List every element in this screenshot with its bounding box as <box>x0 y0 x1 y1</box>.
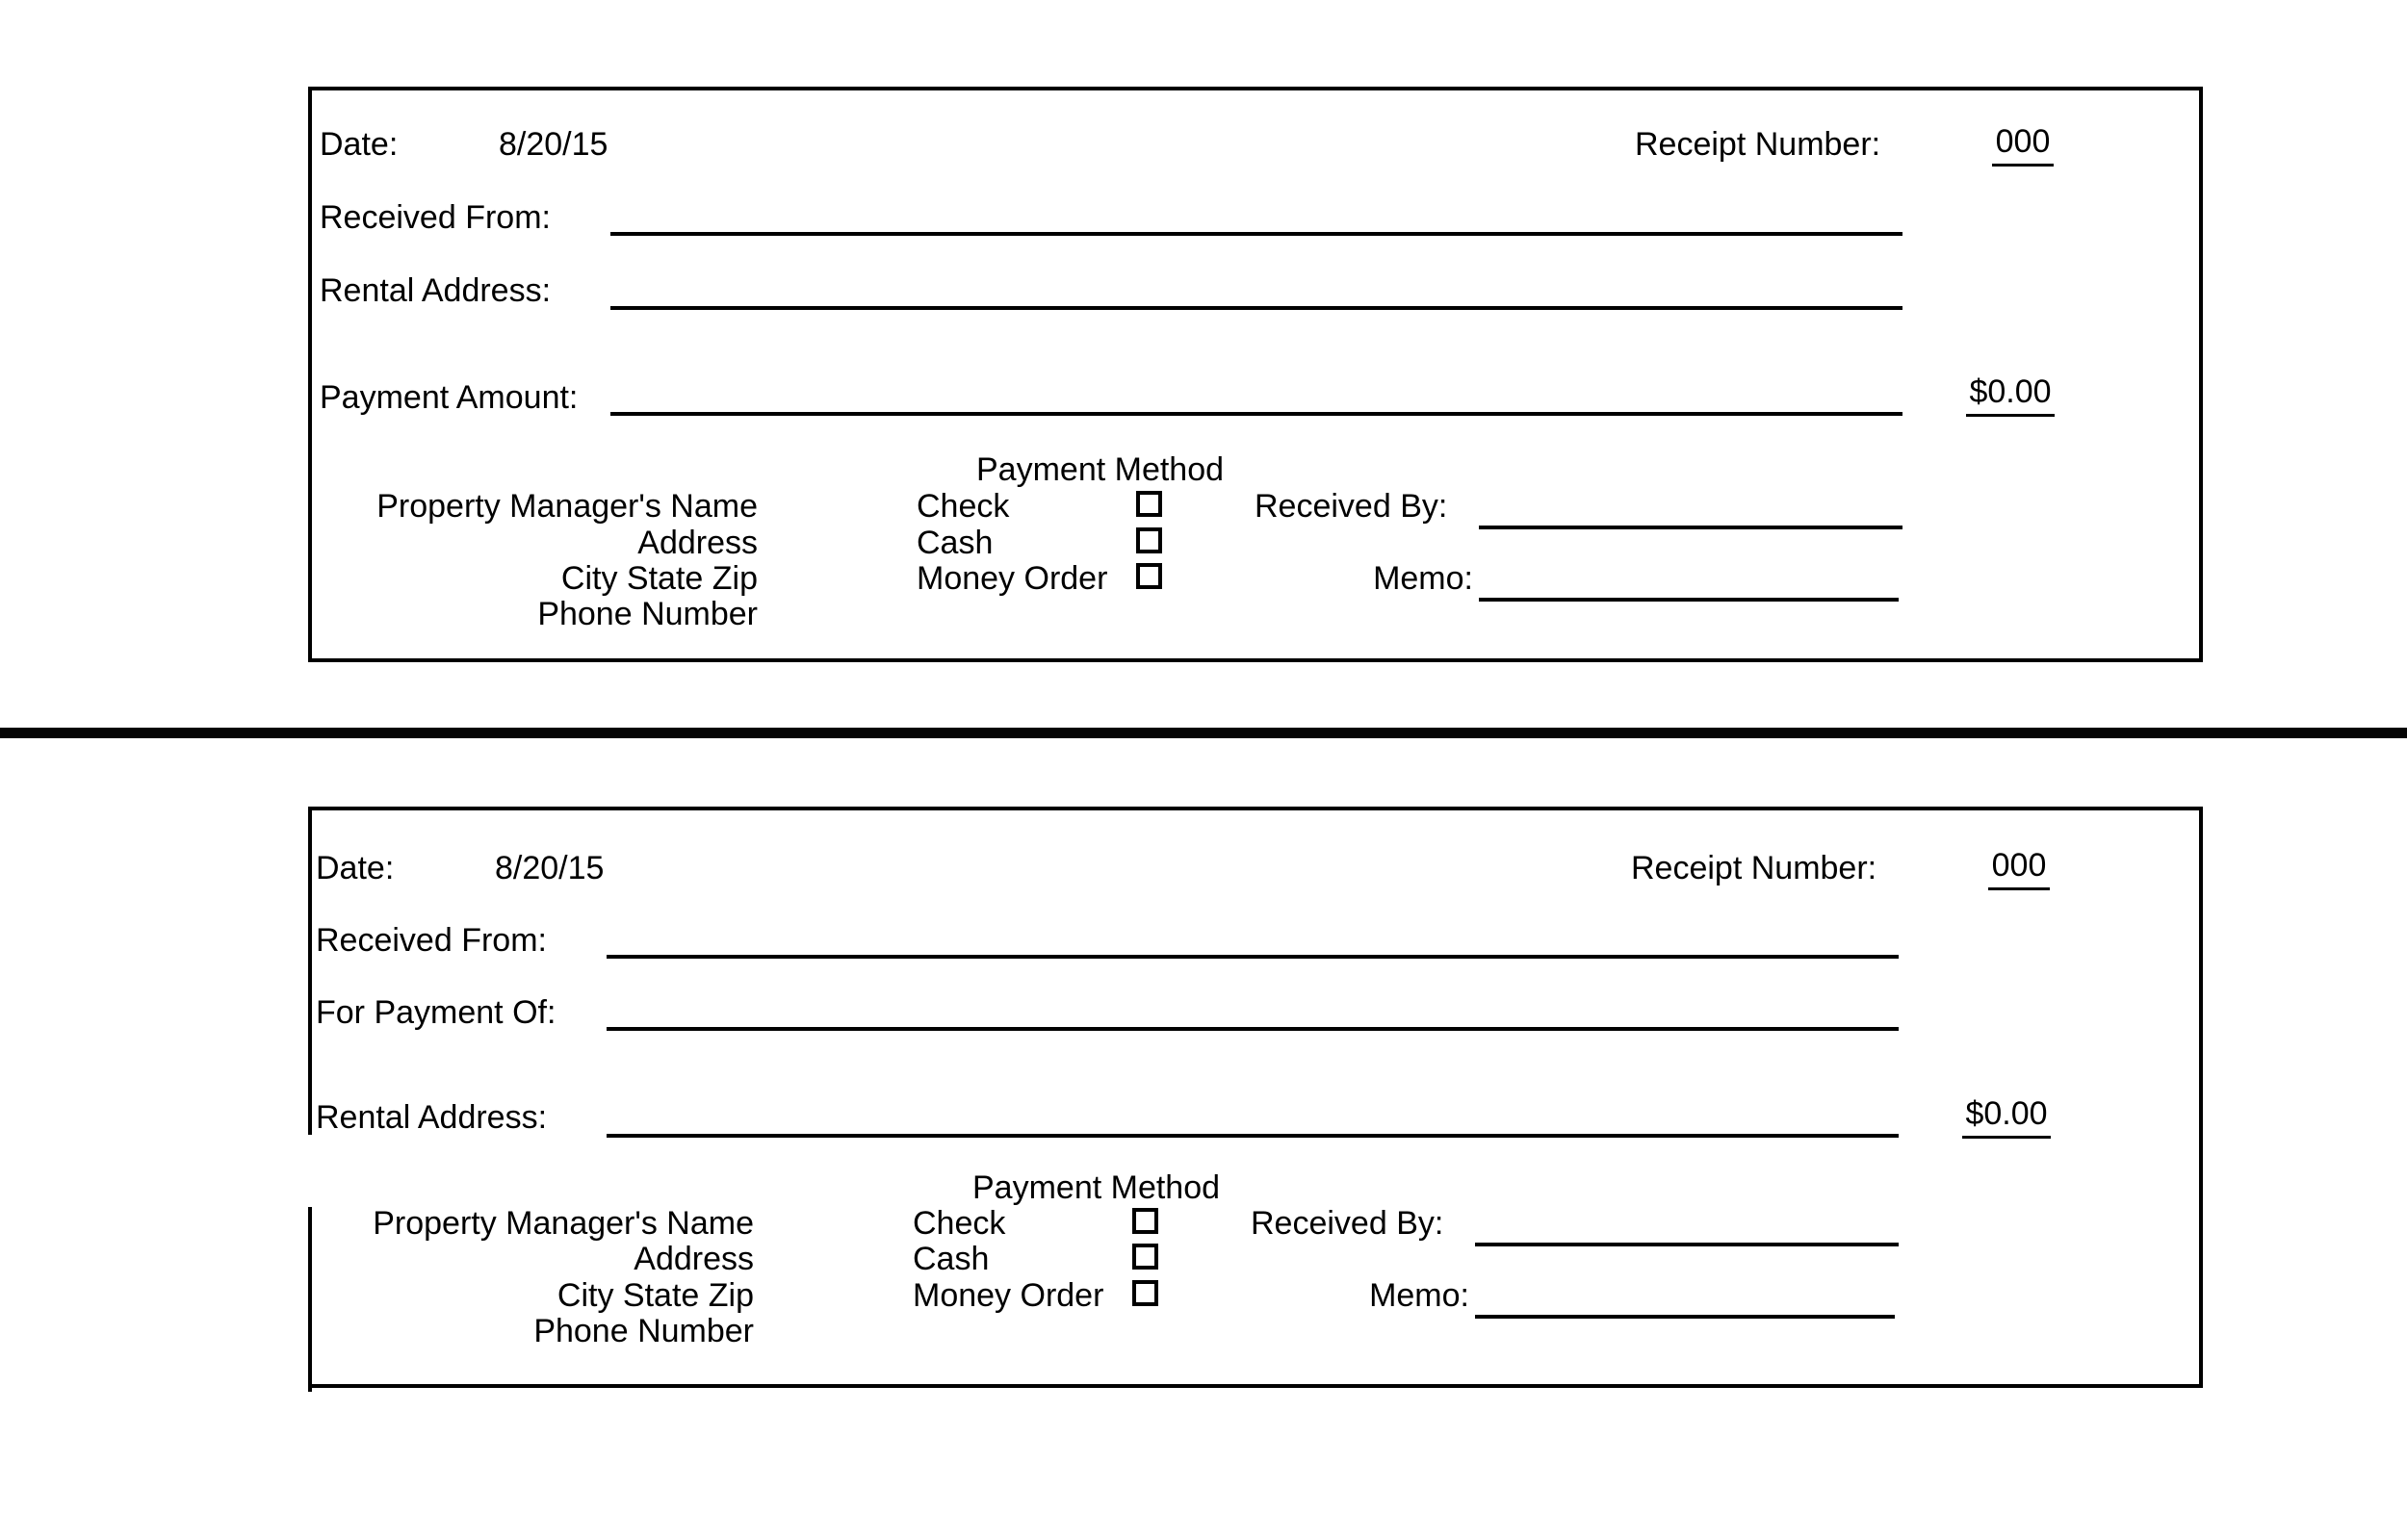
manager-city-state-zip-label: City State Zip <box>556 1277 754 1314</box>
property-manager-name-label: Property Manager's Name <box>373 1205 754 1242</box>
receipt-number-label: Receipt Number: <box>1631 850 1877 886</box>
rental-address-field-line[interactable] <box>610 306 1902 310</box>
money-order-checkbox[interactable] <box>1132 1280 1158 1306</box>
receipt-number-value: 000 <box>1988 846 2050 890</box>
memo-label: Memo: <box>1369 1277 1469 1314</box>
received-by-field-line[interactable] <box>1475 1243 1899 1246</box>
manager-city-state-zip-label: City State Zip <box>560 560 758 597</box>
manager-phone-number-label: Phone Number <box>533 1313 754 1349</box>
money-order-checkbox[interactable] <box>1136 563 1162 589</box>
date-value: 8/20/15 <box>499 126 608 163</box>
cash-label: Cash <box>917 525 994 561</box>
cash-checkbox[interactable] <box>1136 527 1162 553</box>
received-by-field-line[interactable] <box>1479 526 1902 529</box>
date-label: Date: <box>316 850 395 886</box>
payment-method-title: Payment Method <box>972 1169 1221 1206</box>
manager-address-label: Address <box>634 1241 754 1277</box>
payment-method-title: Payment Method <box>976 451 1225 488</box>
rental-address-label: Rental Address: <box>320 272 552 309</box>
received-by-label: Received By: <box>1255 488 1448 525</box>
receipt-number-label: Receipt Number: <box>1635 126 1881 163</box>
check-label: Check <box>917 488 1010 525</box>
received-from-field-line[interactable] <box>607 955 1899 959</box>
payment-amount-field-line[interactable] <box>610 412 1902 416</box>
rental-amount-value: $0.00 <box>1962 1094 2051 1139</box>
memo-field-line[interactable] <box>1475 1315 1895 1319</box>
rental-address-label: Rental Address: <box>316 1099 548 1136</box>
receipt-top <box>308 87 2203 662</box>
manager-address-label: Address <box>637 525 758 561</box>
date-value: 8/20/15 <box>495 850 605 886</box>
manager-phone-number-label: Phone Number <box>537 596 758 632</box>
received-by-label: Received By: <box>1251 1205 1444 1242</box>
received-from-label: Received From: <box>320 199 551 236</box>
for-payment-of-field-line[interactable] <box>607 1027 1899 1031</box>
payment-amount-value: $0.00 <box>1966 372 2055 417</box>
left-border-segment-bottom <box>308 1207 312 1392</box>
received-from-label: Received From: <box>316 922 547 959</box>
payment-amount-label: Payment Amount: <box>320 379 579 416</box>
rental-address-field-line[interactable] <box>607 1134 1899 1138</box>
receipt-number-value: 000 <box>1992 122 2054 167</box>
cash-checkbox[interactable] <box>1132 1244 1158 1270</box>
receipt-cut-divider <box>0 728 2407 738</box>
money-order-label: Money Order <box>913 1277 1104 1314</box>
money-order-label: Money Order <box>917 560 1108 597</box>
check-label: Check <box>913 1205 1006 1242</box>
property-manager-name-label: Property Manager's Name <box>376 488 758 525</box>
date-label: Date: <box>320 126 399 163</box>
for-payment-of-label: For Payment Of: <box>316 994 556 1031</box>
memo-label: Memo: <box>1373 560 1473 597</box>
left-border-segment-top <box>308 810 312 1135</box>
received-from-field-line[interactable] <box>610 232 1902 236</box>
cash-label: Cash <box>913 1241 990 1277</box>
check-checkbox[interactable] <box>1132 1208 1158 1234</box>
check-checkbox[interactable] <box>1136 491 1162 517</box>
receipt-bottom <box>308 807 2203 1388</box>
memo-field-line[interactable] <box>1479 598 1899 602</box>
